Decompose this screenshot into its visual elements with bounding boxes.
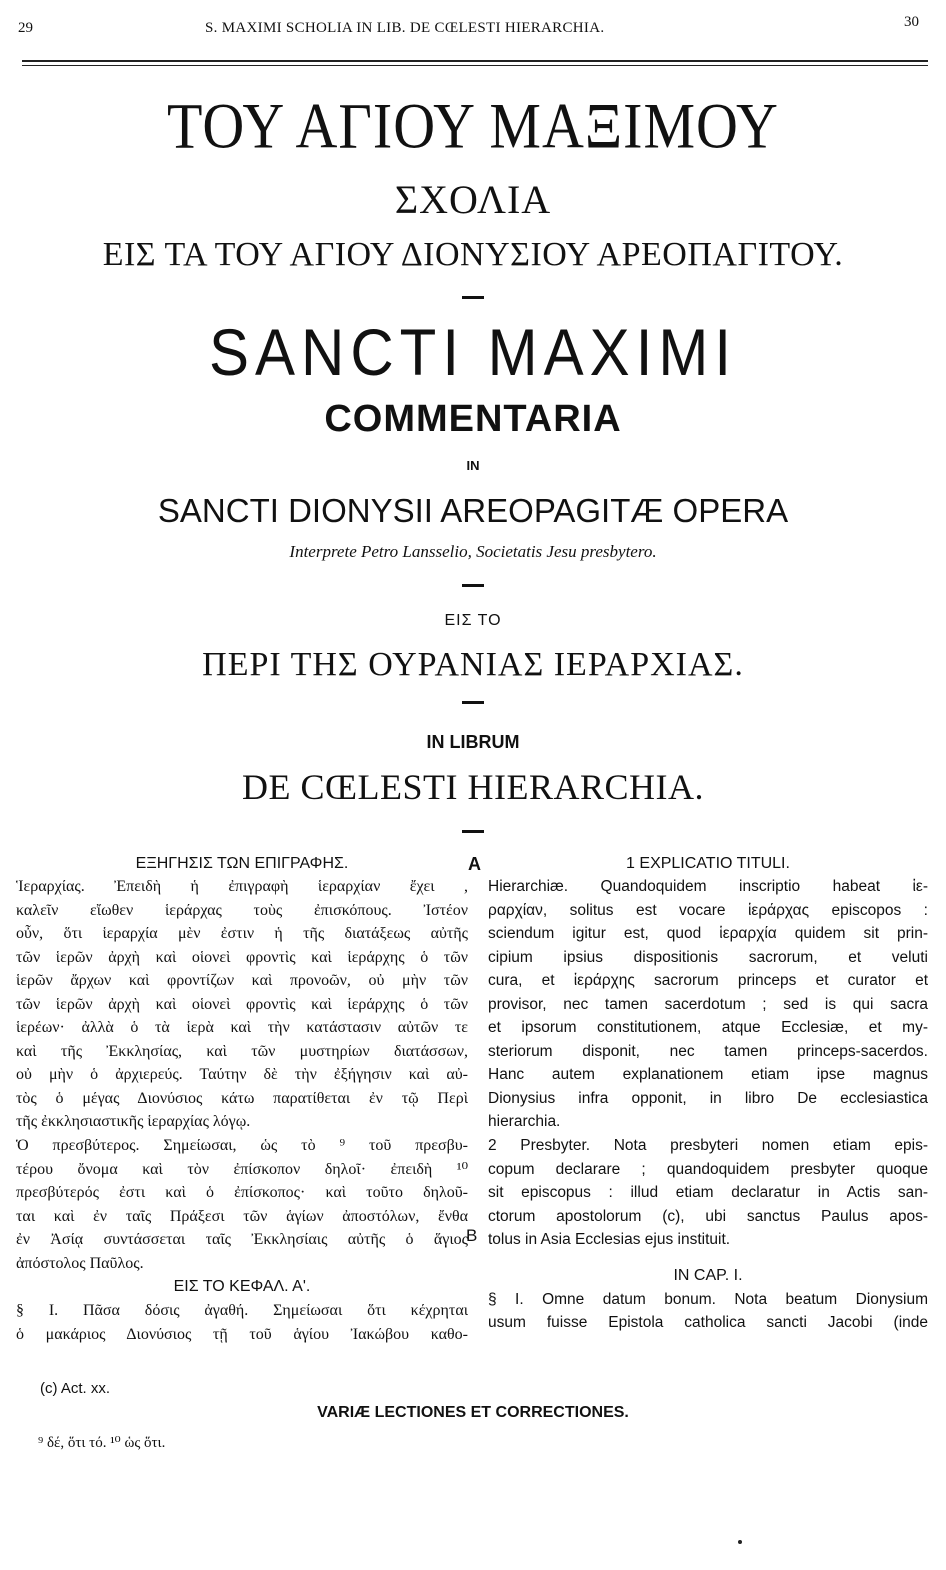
text-line: τῶν ἱερῶν ἀρχὴ καὶ οἱονεὶ φροντὶς καὶ ἱεράρχης ὁ τῶν — [16, 995, 468, 1013]
text-line: Dionysius infra opponit, in libro De ecclesiastica — [488, 1089, 928, 1107]
footnote-c: (c) Act. xx. — [40, 1380, 111, 1397]
latin-column-heading: 1 EXPLICATIO TITULI. — [626, 855, 790, 872]
text-line: Ὁ πρεσβύτερος. Σημείωσαι, ὡς τὸ ⁹ τοῦ πρεσβυ- — [16, 1137, 468, 1155]
latin-commentaria: COMMENTARIA — [324, 398, 622, 440]
text-line: ctorum apostolorum (c), ubi sanctus Paulus apos- — [488, 1207, 928, 1225]
latin-work-title: DE CŒLESTI HIERARCHIA. — [242, 767, 704, 807]
text-line: sit episcopus : illud etiam declaratur in Actis san- — [488, 1184, 928, 1202]
text-line: ἱερῶν ἄρχων καὶ φροντίζων καὶ προνοῶν, οὐ μὴν τῶν — [16, 972, 468, 990]
divider — [462, 584, 484, 587]
text-line: ἀπόστολος Παῦλος. — [16, 1254, 144, 1272]
text-line: copum declarare ; quandoquidem presbyter quoque — [488, 1160, 928, 1178]
text-line: hierarchia. — [488, 1113, 561, 1131]
greek-work-title: ΠΕΡΙ ΤΗΣ ΟΥΡΑΝΙΑΣ ΙΕΡΑΡΧΙΑΣ. — [202, 646, 744, 683]
text-line: ται καὶ ἐν ταῖς Πράξεσι τῶν ἁγίων ἀποστόλων, ἔνθα — [16, 1207, 468, 1225]
spacer — [488, 1252, 928, 1264]
latin-paragraph-2 — [488, 1134, 928, 1252]
latin-paragraph-3 — [488, 1288, 928, 1335]
margin-marker-b: B — [466, 1226, 478, 1245]
greek-paragraph-2 — [16, 1134, 468, 1275]
text-line: Hanc autem explanationem etiam ipse magnus — [488, 1066, 928, 1084]
divider — [462, 830, 484, 833]
latin-opera: SANCTI DIONYSII AREOPAGITÆ OPERA — [157, 492, 789, 529]
header-rule-bottom — [22, 65, 928, 66]
text-line: καὶ τῆς Ἐκκλησίας, καὶ τῶν μυστηρίων διατάσσων, — [16, 1042, 468, 1060]
text-line: ὁ μακάριος Διονύσιος τῇ τοῦ ἁγίου Ἰακώβου καθο- — [16, 1325, 468, 1343]
divider — [462, 701, 484, 704]
header-rule-top — [22, 60, 928, 62]
text-line: sciendum igitur est, quod ἱεραρχία quidem sit prin- — [488, 925, 928, 943]
variant-readings: ⁹ δέ, ὅτι τό. ¹⁰ ὡς ὅτι. — [38, 1435, 166, 1451]
greek-paragraph-3 — [16, 1299, 468, 1346]
text-line: πρεσβύτερός ἐστι καὶ ὁ ἐπίσκοπος· καὶ τοῦτο δηλοῦ- — [16, 1184, 468, 1202]
greek-subtitle: ΕΙΣ ΤΑ ΤΟΥ ΑΓΙΟΥ ΔΙΟΝΥΣΙΟΥ ΑΡΕΟΠΑΓΙΤΟΥ. — [102, 236, 844, 273]
greek-scholia: ΣΧΟΛΙΑ — [394, 177, 552, 222]
latin-in-librum: IN LIBRUM — [426, 732, 520, 752]
text-line: καλεῖν εἴωθεν ἱεράρχας τοὺς ἐπισκόπους. Ἰστέον — [16, 901, 468, 919]
margin-marker-a: A — [468, 854, 481, 874]
text-line: usum fuisse Epistola catholica sancti Jacobi (inde — [488, 1314, 928, 1332]
latin-column — [488, 853, 928, 1335]
text-line: § I. Omne datum bonum. Nota beatum Dionysium — [488, 1290, 928, 1308]
text-line: οὐ μὴν ὁ ἀρχιερεύς. Ταύτην δὲ τὴν ἐξήγησιν καὶ αὐ- — [16, 1066, 468, 1084]
latin-paragraph-1 — [488, 875, 928, 1134]
page-number-left: 29 — [18, 20, 33, 36]
greek-paragraph-1 — [16, 875, 468, 1134]
ink-speck — [738, 1540, 742, 1544]
variae-lectiones-heading: VARIÆ LECTIONES ET CORRECTIONES. — [317, 1404, 629, 1421]
latin-in: IN — [466, 458, 480, 473]
text-line: τέρου ὄνομα καὶ τὸν ἐπίσκοπον δηλοῖ· ἐπειδὴ ¹⁰ — [16, 1160, 468, 1178]
text-line: τῆς ἐκκλησιαστικῆς ἱεραρχίας λόγῳ. — [16, 1113, 251, 1131]
text-line: οὖν, ὅτι ἱεραρχία μὲν ἐστιν ἡ τῆς διατάξεως αὐτῆς — [16, 925, 468, 943]
text-line: τὸς ὁ μέγας Διονύσιος κάτω παρατίθεται ἐν τῷ Περὶ — [16, 1089, 468, 1107]
text-line: steriorum disponit, nec tamen princeps-sacerdos. — [488, 1042, 928, 1060]
text-line: provisor, nec tamen sacerdotum ; sed is qui sacra — [488, 995, 928, 1013]
greek-column — [16, 853, 468, 1346]
text-line: et ipsorum constitutionem, atque Ecclesiæ, et my- — [488, 1019, 928, 1037]
text-line: tolus in Asia Ecclesias ejus instituit. — [488, 1231, 731, 1249]
latin-section-heading: IN CAP. I. — [673, 1266, 743, 1284]
text-line: cura, et ἱεράρχης sacrorum princeps et curator et — [488, 972, 928, 990]
greek-column-heading: ΕΞΗΓΗΣΙΣ ΤΩΝ ΕΠΙΓΡΑΦΗΣ. — [135, 855, 349, 872]
text-line: τῶν ἱερῶν ἀρχὴ καὶ οἱονεὶ φροντὶς καὶ ἱεράρχης ὁ τῶν — [16, 948, 468, 966]
running-head: S. MAXIMI SCHOLIA IN LIB. DE CŒLESTI HIERARCHIA. — [205, 20, 605, 36]
text-line: 2 Presbyter. Nota presbyteri nomen etiam epis- — [488, 1137, 928, 1155]
greek-eis-to: ΕΙΣ ΤΟ — [444, 612, 502, 629]
page-number-right: 30 — [904, 14, 919, 30]
text-line: ραρχίαν, solitus est vocare ἱεράρχας episcopos : — [488, 901, 928, 919]
interpreter-line: Interprete Petro Lansselio, Societatis Jesu presbytero. — [289, 542, 657, 561]
text-line: ἐν Ἀσίᾳ συντάσσεται ταῖς Ἐκκλησίαις αὐτῆς ὁ ἅγιος — [16, 1231, 468, 1249]
greek-section-heading: ΕΙΣ ΤΟ ΚΕΦΑΛ. Α'. — [173, 1278, 311, 1296]
text-line: ἱερέων· ἀλλὰ ὁ τὰ ἱερὰ καὶ τὴν κατάστασιν αὐτῶν τε — [16, 1019, 468, 1037]
text-line: Hierarchiæ. Quandoquidem inscriptio habeat ἱε- — [488, 878, 928, 895]
greek-title: ΤΟΥ ΑΓΙΟΥ ΜΑΞΙΜΟΥ — [167, 89, 779, 162]
text-line: cipium ipsius dispositionis sacrorum, et veluti — [488, 948, 928, 966]
text-line: § I. Πᾶσα δόσις ἀγαθή. Σημείωσαι ὅτι κέχρηται — [16, 1302, 468, 1320]
text-line: Ἱεραρχίας. Ἐπειδὴ ἡ ἐπιγραφὴ ἱεραρχίαν ἔχει , — [16, 878, 468, 895]
divider — [462, 296, 484, 299]
latin-title: SANCTI MAXIMI — [208, 315, 738, 390]
